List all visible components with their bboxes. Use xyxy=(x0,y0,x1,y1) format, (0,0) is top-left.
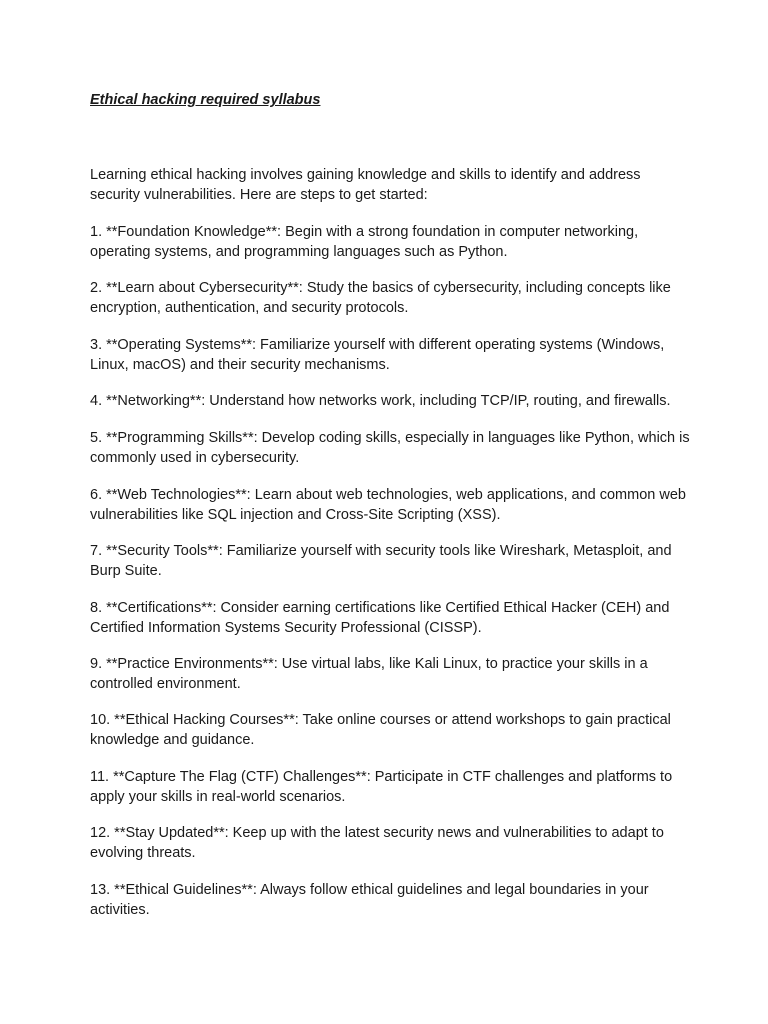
step-item-1: 1. **Foundation Knowledge**: Begin with a strong foundation in computer networking, operating systems, and programming languages such as Python. xyxy=(90,224,639,260)
step-item-8: 8. **Certifications**: Consider earning certifications like Certified Ethical Hacker (CEH) and Certified Information Systems Security Professional (CISSP). xyxy=(90,600,670,636)
step-item-10: 10. **Ethical Hacking Courses**: Take online courses or attend workshops to gain practical knowledge and guidance. xyxy=(90,712,671,748)
step-item-13: 13. **Ethical Guidelines**: Always follow ethical guidelines and legal boundaries in your activities. xyxy=(90,882,649,918)
step-item-5: 5. **Programming Skills**: Develop coding skills, especially in languages like Python, which is commonly used in cybersecurity. xyxy=(90,430,690,466)
step-item-4: 4. **Networking**: Understand how networks work, including TCP/IP, routing, and firewalls. xyxy=(90,393,671,409)
intro-paragraph: Learning ethical hacking involves gaining knowledge and skills to identify and address security vulnerabilities. Here are steps to get started: xyxy=(90,167,641,203)
step-item-12: 12. **Stay Updated**: Keep up with the latest security news and vulnerabilities to adapt to evolving threats. xyxy=(90,825,664,861)
step-item-7: 7. **Security Tools**: Familiarize yourself with security tools like Wireshark, Metasploit, and Burp Suite. xyxy=(90,543,672,579)
step-item-2: 2. **Learn about Cybersecurity**: Study the basics of cybersecurity, including concepts like encryption, authentication, and security protocols. xyxy=(90,280,671,316)
step-item-11: 11. **Capture The Flag (CTF) Challenges**: Participate in CTF challenges and platforms to apply your skills in real-world scenarios. xyxy=(90,769,673,805)
step-item-6: 6. **Web Technologies**: Learn about web technologies, web applications, and common web vulnerabilities like SQL injection and Cross-Site Scripting (XSS). xyxy=(90,487,686,523)
step-item-3: 3. **Operating Systems**: Familiarize yourself with different operating systems (Windows, Linux, macOS) and their security mechanisms. xyxy=(90,337,665,373)
document-title: Ethical hacking required syllabus xyxy=(90,92,321,108)
step-item-9: 9. **Practice Environments**: Use virtual labs, like Kali Linux, to practice your skills in a controlled environment. xyxy=(90,656,648,692)
